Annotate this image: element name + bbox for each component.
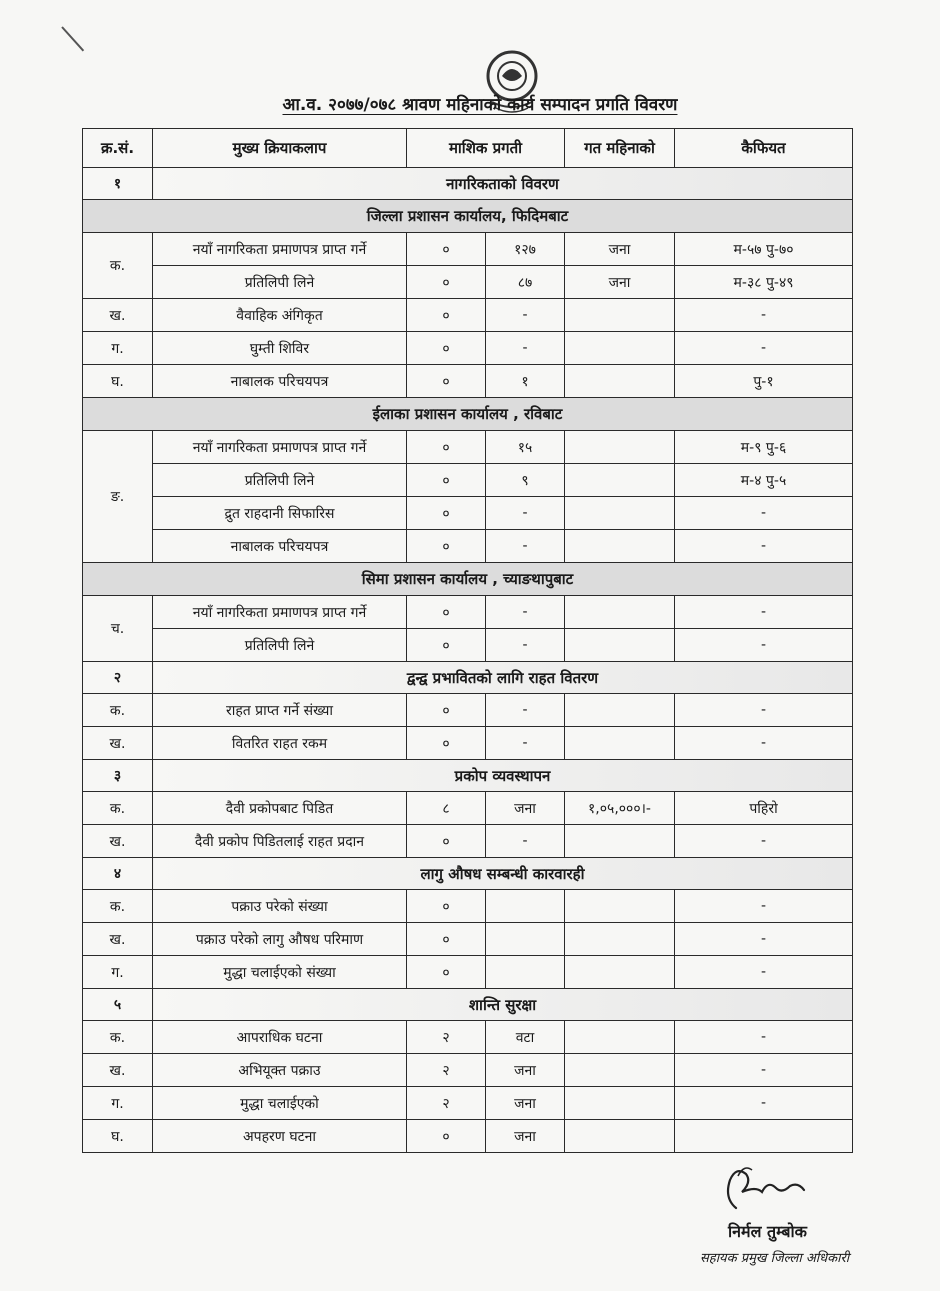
- last-month-cell: [486, 923, 565, 956]
- monthly-progress-cell: ८: [407, 792, 486, 825]
- section-heading-row: [83, 662, 853, 694]
- table-row: [83, 825, 853, 858]
- monthly-progress-cell: ०: [407, 233, 486, 266]
- monthly-progress-cell: २: [407, 1021, 486, 1054]
- unit-cell: [565, 299, 675, 332]
- table-row: [83, 923, 853, 956]
- unit-cell: [565, 956, 675, 989]
- remarks-cell: [675, 1120, 853, 1153]
- last-month-cell: -: [486, 596, 565, 629]
- last-month-cell: -: [486, 727, 565, 760]
- serial-cell: ख.: [83, 299, 153, 332]
- monthly-progress-cell: २: [407, 1054, 486, 1087]
- section-number: ३: [83, 760, 153, 792]
- serial-cell: ख.: [83, 1054, 153, 1087]
- activity-cell: अपहरण घटना: [153, 1120, 407, 1153]
- table-row: [83, 233, 853, 266]
- table-row: [83, 266, 853, 299]
- activity-cell: दैवी प्रकोप पिडितलाई राहत प्रदान: [153, 825, 407, 858]
- document-title: आ.व. २०७७/०७८ श्रावण महिनाको कार्य सम्पादन प्रगति विवरण: [282, 95, 678, 115]
- monthly-progress-cell: ०: [407, 332, 486, 365]
- monthly-progress-cell: ०: [407, 956, 486, 989]
- monthly-progress-cell: ०: [407, 825, 486, 858]
- last-month-cell: -: [486, 299, 565, 332]
- table-row: [83, 890, 853, 923]
- unit-cell: [565, 890, 675, 923]
- activity-cell: दैवी प्रकोपबाट पिडित: [153, 792, 407, 825]
- table-row: [83, 530, 853, 563]
- office-heading-row: [83, 563, 853, 596]
- progress-report-table: [82, 128, 853, 1153]
- unit-cell: [565, 1087, 675, 1120]
- signatory-designation: सहायक प्रमुख जिल्ला अधिकारी: [700, 1251, 850, 1266]
- section-number: २: [83, 662, 153, 694]
- last-month-cell: ८७: [486, 266, 565, 299]
- unit-cell: [565, 694, 675, 727]
- table-row: [83, 365, 853, 398]
- unit-cell: [565, 431, 675, 464]
- monthly-progress-cell: ०: [407, 530, 486, 563]
- monthly-progress-cell: ०: [407, 1120, 486, 1153]
- office-name: सिमा प्रशासन कार्यालय , च्याङथापुबाट: [83, 563, 853, 596]
- serial-cell: क.: [83, 890, 153, 923]
- activity-cell: नयाँ नागरिकता प्रमाणपत्र प्राप्त गर्ने: [153, 596, 407, 629]
- activity-cell: नाबालक परिचयपत्र: [153, 365, 407, 398]
- activity-cell: मुद्धा चलाईएको: [153, 1087, 407, 1120]
- last-month-cell: जना: [486, 1120, 565, 1153]
- monthly-progress-cell: ०: [407, 629, 486, 662]
- remarks-cell: -: [675, 1021, 853, 1054]
- monthly-progress-cell: ०: [407, 497, 486, 530]
- section-title: शान्ति सुरक्षा: [153, 989, 853, 1021]
- monthly-progress-cell: ०: [407, 431, 486, 464]
- monthly-progress-cell: ०: [407, 923, 486, 956]
- table-row: [83, 1087, 853, 1120]
- monthly-progress-cell: ०: [407, 365, 486, 398]
- remarks-cell: पु-१: [675, 365, 853, 398]
- remarks-cell: -: [675, 1054, 853, 1087]
- serial-cell: ग.: [83, 332, 153, 365]
- remarks-cell: -: [675, 727, 853, 760]
- monthly-progress-cell: ०: [407, 299, 486, 332]
- unit-cell: १,०५,०००।-: [565, 792, 675, 825]
- serial-cell: क.: [83, 792, 153, 825]
- activity-cell: पक्राउ परेको संख्या: [153, 890, 407, 923]
- remarks-cell: -: [675, 923, 853, 956]
- activity-cell: वितरित राहत रकम: [153, 727, 407, 760]
- section-title: द्वन्द्व प्रभावितको लागि राहत वितरण: [153, 662, 853, 694]
- serial-cell: ख.: [83, 727, 153, 760]
- remarks-cell: पहिरो: [675, 792, 853, 825]
- monthly-progress-cell: ०: [407, 727, 486, 760]
- last-month-cell: वटा: [486, 1021, 565, 1054]
- monthly-progress-cell: ०: [407, 266, 486, 299]
- signatory-name: निर्मल तुम्बोक: [728, 1222, 807, 1241]
- serial-cell: क.: [83, 694, 153, 727]
- table-row: [83, 1120, 853, 1153]
- report-body: [83, 168, 853, 1153]
- activity-cell: अभियूक्त पक्राउ: [153, 1054, 407, 1087]
- table-row: [83, 464, 853, 497]
- serial-cell: ङ.: [83, 431, 153, 563]
- activity-cell: घुम्ती शिविर: [153, 332, 407, 365]
- table-row: [83, 431, 853, 464]
- section-heading-row: [83, 989, 853, 1021]
- table-row: [83, 299, 853, 332]
- activity-cell: आपराधिक घटना: [153, 1021, 407, 1054]
- last-month-cell: ९: [486, 464, 565, 497]
- remarks-cell: -: [675, 890, 853, 923]
- last-month-cell: जना: [486, 792, 565, 825]
- unit-cell: [565, 596, 675, 629]
- monthly-progress-cell: २: [407, 1087, 486, 1120]
- remarks-cell: -: [675, 497, 853, 530]
- section-heading-row: [83, 760, 853, 792]
- section-heading-row: [83, 858, 853, 890]
- remarks-cell: -: [675, 694, 853, 727]
- section-number: ५: [83, 989, 153, 1021]
- activity-cell: पक्राउ परेको लागु औषध परिमाण: [153, 923, 407, 956]
- last-month-cell: जना: [486, 1054, 565, 1087]
- unit-cell: [565, 727, 675, 760]
- monthly-progress-cell: ०: [407, 596, 486, 629]
- table-row: [83, 792, 853, 825]
- unit-cell: [565, 629, 675, 662]
- header-monthly-progress: माशिक प्रगती: [407, 129, 565, 168]
- table-row: [83, 332, 853, 365]
- unit-cell: [565, 464, 675, 497]
- last-month-cell: -: [486, 629, 565, 662]
- last-month-cell: १: [486, 365, 565, 398]
- remarks-cell: -: [675, 1087, 853, 1120]
- unit-cell: जना: [565, 266, 675, 299]
- unit-cell: जना: [565, 233, 675, 266]
- remarks-cell: म-९ पु-६: [675, 431, 853, 464]
- serial-cell: च.: [83, 596, 153, 662]
- last-month-cell: -: [486, 332, 565, 365]
- office-name: जिल्ला प्रशासन कार्यालय, फिदिमबाट: [83, 200, 853, 233]
- remarks-cell: म-४ पु-५: [675, 464, 853, 497]
- section-title: नागरिकताको विवरण: [153, 168, 853, 200]
- unit-cell: [565, 497, 675, 530]
- activity-cell: नयाँ नागरिकता प्रमाणपत्र प्राप्त गर्ने: [153, 233, 407, 266]
- remarks-cell: -: [675, 530, 853, 563]
- last-month-cell: -: [486, 530, 565, 563]
- remarks-cell: म-३८ पु-४९: [675, 266, 853, 299]
- remarks-cell: -: [675, 956, 853, 989]
- remarks-cell: -: [675, 596, 853, 629]
- unit-cell: [565, 1054, 675, 1087]
- activity-cell: मुद्धा चलाईएको संख्या: [153, 956, 407, 989]
- serial-cell: घ.: [83, 365, 153, 398]
- remarks-cell: म-५७ पु-७०: [675, 233, 853, 266]
- activity-cell: नाबालक परिचयपत्र: [153, 530, 407, 563]
- serial-cell: ख.: [83, 923, 153, 956]
- activity-cell: राहत प्राप्त गर्ने संख्या: [153, 694, 407, 727]
- header-last-month: गत महिनाको: [565, 129, 675, 168]
- activity-cell: नयाँ नागरिकता प्रमाणपत्र प्राप्त गर्ने: [153, 431, 407, 464]
- office-name: ईलाका प्रशासन कार्यालय , रविबाट: [83, 398, 853, 431]
- serial-cell: ख.: [83, 825, 153, 858]
- serial-cell: क.: [83, 1021, 153, 1054]
- handwritten-signature: [718, 1158, 808, 1218]
- remarks-cell: -: [675, 825, 853, 858]
- section-number: १: [83, 168, 153, 200]
- monthly-progress-cell: ०: [407, 890, 486, 923]
- table-row: [83, 629, 853, 662]
- office-heading-row: [83, 398, 853, 431]
- last-month-cell: -: [486, 694, 565, 727]
- monthly-progress-cell: ०: [407, 464, 486, 497]
- last-month-cell: [486, 890, 565, 923]
- last-month-cell: [486, 956, 565, 989]
- remarks-cell: -: [675, 629, 853, 662]
- unit-cell: [565, 923, 675, 956]
- header-activity: मुख्य क्रियाकलाप: [153, 129, 407, 168]
- table-row: [83, 1021, 853, 1054]
- last-month-cell: -: [486, 825, 565, 858]
- remarks-cell: -: [675, 299, 853, 332]
- header-remarks: कैफियत: [675, 129, 853, 168]
- table-row: [83, 1054, 853, 1087]
- unit-cell: [565, 1021, 675, 1054]
- activity-cell: प्रतिलिपी लिने: [153, 266, 407, 299]
- activity-cell: प्रतिलिपी लिने: [153, 464, 407, 497]
- table-row: [83, 956, 853, 989]
- last-month-cell: -: [486, 497, 565, 530]
- paper-scratch-mark: [61, 26, 84, 51]
- table-row: [83, 727, 853, 760]
- unit-cell: [565, 332, 675, 365]
- serial-cell: ग.: [83, 1087, 153, 1120]
- last-month-cell: १५: [486, 431, 565, 464]
- header-serial: क्र.सं.: [83, 129, 153, 168]
- serial-cell: घ.: [83, 1120, 153, 1153]
- serial-cell: क.: [83, 233, 153, 299]
- office-heading-row: [83, 200, 853, 233]
- activity-cell: प्रतिलिपी लिने: [153, 629, 407, 662]
- unit-cell: [565, 825, 675, 858]
- header-row: [83, 129, 853, 168]
- unit-cell: [565, 1120, 675, 1153]
- table-row: [83, 497, 853, 530]
- serial-cell: ग.: [83, 956, 153, 989]
- table-row: [83, 596, 853, 629]
- activity-cell: वैवाहिक अंगिकृत: [153, 299, 407, 332]
- section-title: लागु औषध सम्बन्धी कारवारही: [153, 858, 853, 890]
- last-month-cell: १२७: [486, 233, 565, 266]
- unit-cell: [565, 365, 675, 398]
- unit-cell: [565, 530, 675, 563]
- section-title: प्रकोप व्यवस्थापन: [153, 760, 853, 792]
- monthly-progress-cell: ०: [407, 694, 486, 727]
- table-row: [83, 694, 853, 727]
- last-month-cell: जना: [486, 1087, 565, 1120]
- remarks-cell: -: [675, 332, 853, 365]
- section-number: ४: [83, 858, 153, 890]
- section-heading-row: [83, 168, 853, 200]
- activity-cell: द्रुत राहदानी सिफारिस: [153, 497, 407, 530]
